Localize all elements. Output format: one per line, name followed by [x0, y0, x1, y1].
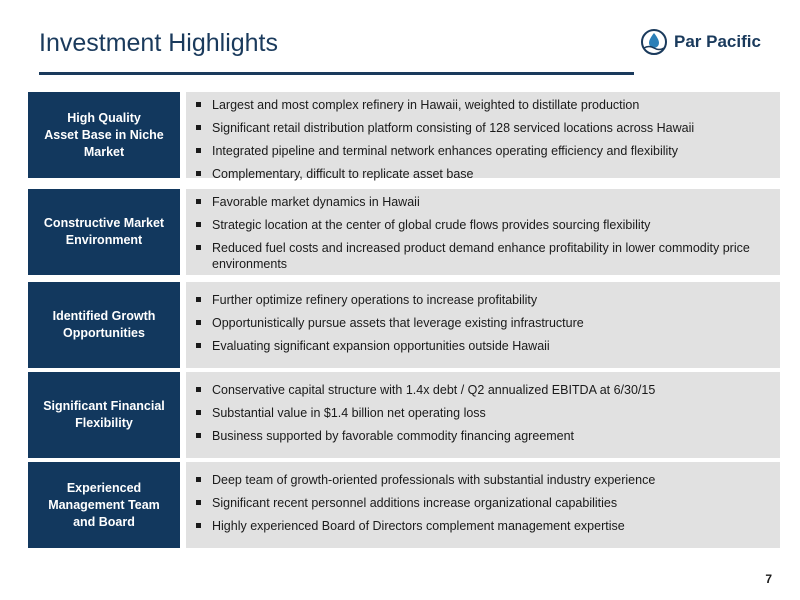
- bullet-item: Complementary, difficult to replicate asset base: [192, 166, 770, 182]
- row-label-line: Management Team: [48, 497, 160, 512]
- bullet-item: Significant retail distribution platform consisting of 128 serviced locations across Hawaii: [192, 120, 770, 136]
- row-panel: [186, 282, 780, 368]
- bullet-item: Integrated pipeline and terminal network enhances operating efficiency and flexibility: [192, 143, 770, 159]
- bullet-item: Deep team of growth-oriented professionals with substantial industry experience: [192, 472, 770, 488]
- bullet-item: Business supported by favorable commodity financing agreement: [192, 428, 770, 444]
- bullet-list: [192, 292, 770, 354]
- row-label-line: Opportunities: [63, 326, 145, 340]
- bullet-list: [192, 382, 770, 444]
- row-panel: [186, 372, 780, 458]
- page-number: 7: [765, 572, 772, 586]
- row-panel: [186, 189, 780, 275]
- row-label-line: Constructive Market: [43, 216, 165, 230]
- row-label-line: High Quality: [67, 110, 141, 125]
- highlight-row: [28, 372, 780, 458]
- row-label: [28, 372, 180, 458]
- row-label-line: Significant Financial: [43, 399, 165, 413]
- row-panel: [186, 92, 780, 181]
- bullet-item: Favorable market dynamics in Hawaii: [192, 194, 770, 210]
- row-label-line: Flexibility: [75, 416, 133, 430]
- bullet-item: Evaluating significant expansion opportunities outside Hawaii: [192, 338, 770, 354]
- bullet-item: Opportunistically pursue assets that leverage existing infrastructure: [192, 315, 770, 331]
- row-label: [28, 462, 180, 548]
- water-drop-circle-icon: [640, 28, 668, 56]
- bullet-item: Highly experienced Board of Directors complement management expertise: [192, 518, 770, 534]
- row-label-line: Identified Growth: [52, 309, 156, 323]
- row-label-line: Experienced: [66, 480, 142, 495]
- title-underline: [39, 72, 634, 75]
- bullet-item: Conservative capital structure with 1.4x debt / Q2 annualized EBITDA at 6/30/15: [192, 382, 770, 398]
- row-label-line: and Board: [73, 514, 135, 529]
- row-label: [28, 189, 180, 275]
- row-label-line: Environment: [65, 233, 143, 247]
- logo-text: Par Pacific: [674, 32, 761, 51]
- row-label: [28, 92, 180, 178]
- bullet-list: [192, 194, 770, 272]
- bullet-item: Substantial value in $1.4 billion net operating loss: [192, 405, 770, 421]
- highlight-row: [28, 282, 780, 368]
- bullet-item: Further optimize refinery operations to increase profitability: [192, 292, 770, 308]
- bullet-list: [192, 472, 770, 534]
- highlight-row: [28, 189, 780, 275]
- row-label-line: Market: [83, 144, 125, 159]
- bullet-item: Reduced fuel costs and increased product demand enhance profitability in lower commodity price environments: [192, 240, 770, 272]
- bullet-item: Significant recent personnel additions increase organizational capabilities: [192, 495, 770, 511]
- page-title: Investment Highlights: [39, 29, 279, 57]
- company-logo: [640, 27, 761, 57]
- highlight-row: [28, 462, 780, 548]
- bullet-item: Strategic location at the center of global crude flows provides sourcing flexibility: [192, 217, 770, 233]
- bullet-list: [192, 97, 770, 182]
- row-label: [28, 282, 180, 368]
- bullet-item: Largest and most complex refinery in Hawaii, weighted to distillate production: [192, 97, 770, 113]
- highlight-row: [28, 92, 780, 181]
- row-label-line: Asset Base in Niche: [44, 127, 164, 142]
- row-panel: [186, 462, 780, 548]
